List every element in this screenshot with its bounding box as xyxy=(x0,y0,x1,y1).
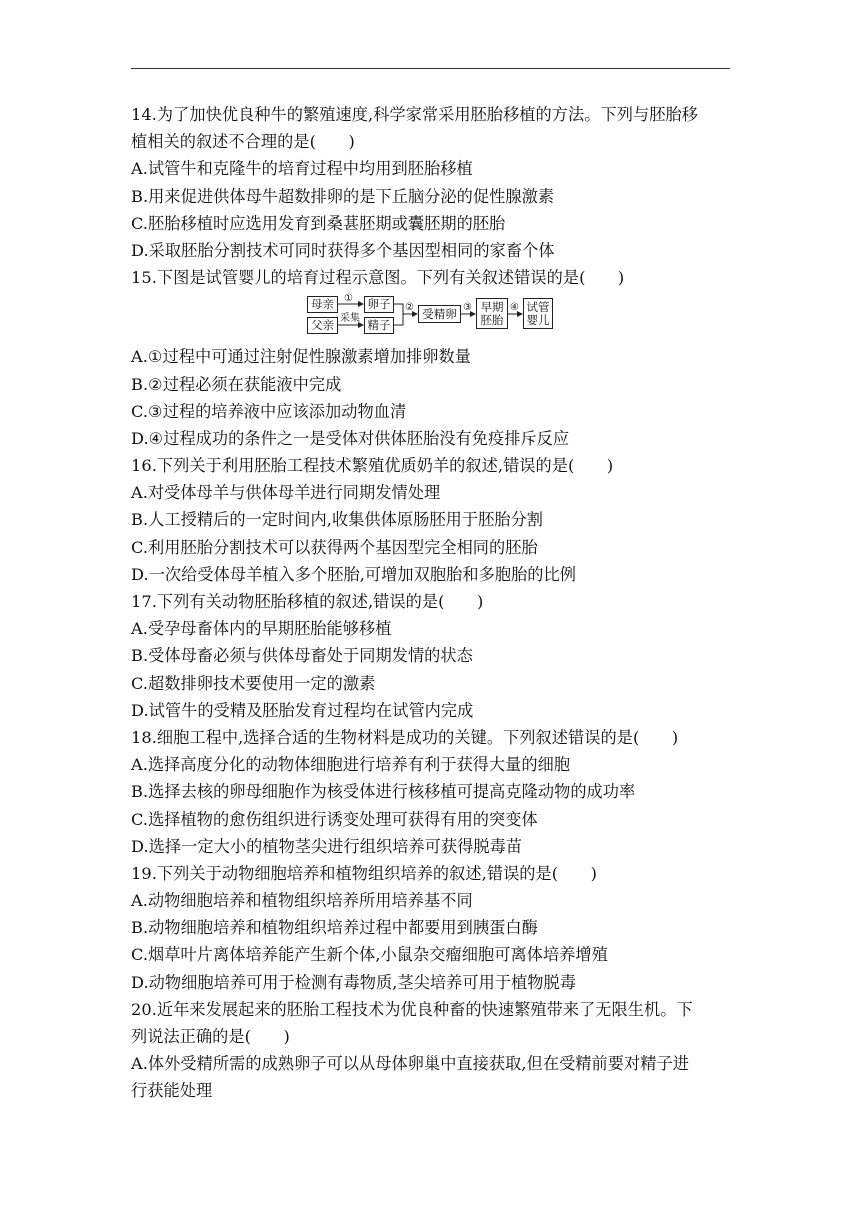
option-d: D.一次给受体母羊植入多个胚胎,可增加双胞胎和多胞胎的比例 xyxy=(131,564,577,584)
question-stem: 列说法正确的是( ) xyxy=(131,1027,290,1046)
egg-box: 卵子 xyxy=(364,296,394,313)
option-b: B.选择去核的卵母细胞作为核受体进行核移植可提高克隆动物的成功率 xyxy=(131,782,636,802)
question-stem: 16.下列关于利用胚胎工程技术繁殖优质奶羊的叙述,错误的是( ) xyxy=(131,456,614,476)
option-c: C.利用胚胎分割技术可以获得两个基因型完全相同的胚胎 xyxy=(131,537,538,557)
question-16 xyxy=(131,452,731,588)
header-rule xyxy=(131,68,730,69)
option-c: C.超数排卵技术要使用一定的激素 xyxy=(131,673,376,693)
step-1-label: ① xyxy=(344,293,353,305)
option-a: A.①过程中可通过注射促性腺激素增加排卵数量 xyxy=(131,347,472,367)
question-stem: 18.细胞工程中,选择合适的生物材料是成功的关键。下列叙述错误的是( ) xyxy=(131,727,679,747)
question-stem: 17.下列有关动物胚胎移植的叙述,错误的是( ) xyxy=(131,592,484,611)
question-17 xyxy=(131,588,731,724)
question-20 xyxy=(131,996,731,1105)
option-a: A.体外受精所需的成熟卵子可以从母体卵巢中直接获取,但在受精前要对精子进 xyxy=(131,1054,689,1074)
option-c: C.③过程的培养液中应该添加动物血清 xyxy=(131,401,407,421)
mother-box: 母亲 xyxy=(307,296,338,313)
test-tube-baby-label-1: 试管 xyxy=(526,300,550,315)
option-b: B.用来促进供体母牛超数排卵的是下丘脑分泌的促性腺激素 xyxy=(131,186,555,206)
question-stem: 19.下列关于动物细胞培养和植物组织培养的叙述,错误的是( ) xyxy=(131,863,597,883)
option-d: D.试管牛的受精及胚胎发育过程均在试管内完成 xyxy=(131,700,474,720)
option-a-continued: 行获能处理 xyxy=(131,1081,213,1101)
option-c: C.烟草叶片离体培养能产生新个体,小鼠杂交瘤细胞可离体培养增殖 xyxy=(131,945,608,965)
ivf-process-diagram xyxy=(131,295,731,339)
option-c: C.胚胎移植时应选用发育到桑葚胚期或囊胚期的胚胎 xyxy=(131,213,506,233)
option-a: A.对受体母羊与供体母羊进行同期发情处理 xyxy=(131,483,441,503)
option-a: A.试管牛和克隆牛的培育过程中均用到胚胎移植 xyxy=(131,159,473,179)
question-stem: 15.下图是试管婴儿的培育过程示意图。下列有关叙述错误的是( ) xyxy=(131,268,625,288)
question-18 xyxy=(131,724,731,860)
question-19 xyxy=(131,860,731,996)
option-d: D.选择一定大小的植物茎尖进行组织培养可获得脱毒苗 xyxy=(131,836,523,856)
test-tube-baby-box xyxy=(523,298,553,329)
option-a: A.动物细胞培养和植物组织培养所用培养基不同 xyxy=(131,891,473,911)
early-embryo-box xyxy=(476,298,508,329)
test-tube-baby-label-2: 婴儿 xyxy=(526,312,550,327)
question-14 xyxy=(131,101,731,264)
collect-label: 采集 xyxy=(340,313,360,325)
option-d: D.采取胚胎分割技术可同时获得多个基因型相同的家畜个体 xyxy=(131,240,555,260)
option-a: A.受孕母畜体内的早期胚胎能够移植 xyxy=(131,619,392,639)
early-embryo-label-1: 早期 xyxy=(480,300,504,315)
step-2-label: ② xyxy=(405,302,414,314)
option-d: D.④过程成功的条件之一是受体对供体胚胎没有免疫排斥反应 xyxy=(131,428,570,448)
option-a: A.选择高度分化的动物体细胞进行培养有利于获得大量的细胞 xyxy=(131,755,571,775)
question-list xyxy=(131,101,731,1105)
option-b: B.受体母畜必须与供体母畜处于同期发情的状态 xyxy=(131,646,473,666)
option-d: D.动物细胞培养可用于检测有毒物质,茎尖培养可用于植物脱毒 xyxy=(131,972,577,992)
question-stem: 14.为了加快优良种牛的繁殖速度,科学家常采用胚胎移植的方法。下列与胚胎移 xyxy=(131,105,698,124)
question-stem: 20.近年来发展起来的胚胎工程技术为优良种畜的快速繁殖带来了无限生机。下 xyxy=(131,999,693,1019)
early-embryo-label-2: 胚胎 xyxy=(480,312,504,327)
question-15 xyxy=(131,264,731,452)
option-c: C.选择植物的愈伤组织进行诱变处理可获得有用的突变体 xyxy=(131,809,538,829)
bracket-2 xyxy=(394,304,403,325)
option-b: B.②过程必须在获能液中完成 xyxy=(131,374,342,394)
fertilized-egg-box: 受精卵 xyxy=(418,305,461,323)
sperm-box: 精子 xyxy=(364,317,394,334)
step-4-label: ④ xyxy=(510,302,519,314)
option-b: B.动物细胞培养和植物组织培养过程中都要用到胰蛋白酶 xyxy=(131,918,538,938)
option-b: B.人工授精后的一定时间内,收集供体原肠胚用于胚胎分割 xyxy=(131,510,544,530)
step-3-label: ③ xyxy=(463,302,472,314)
father-box: 父亲 xyxy=(307,317,338,334)
question-stem: 植相关的叙述不合理的是( ) xyxy=(131,132,355,152)
